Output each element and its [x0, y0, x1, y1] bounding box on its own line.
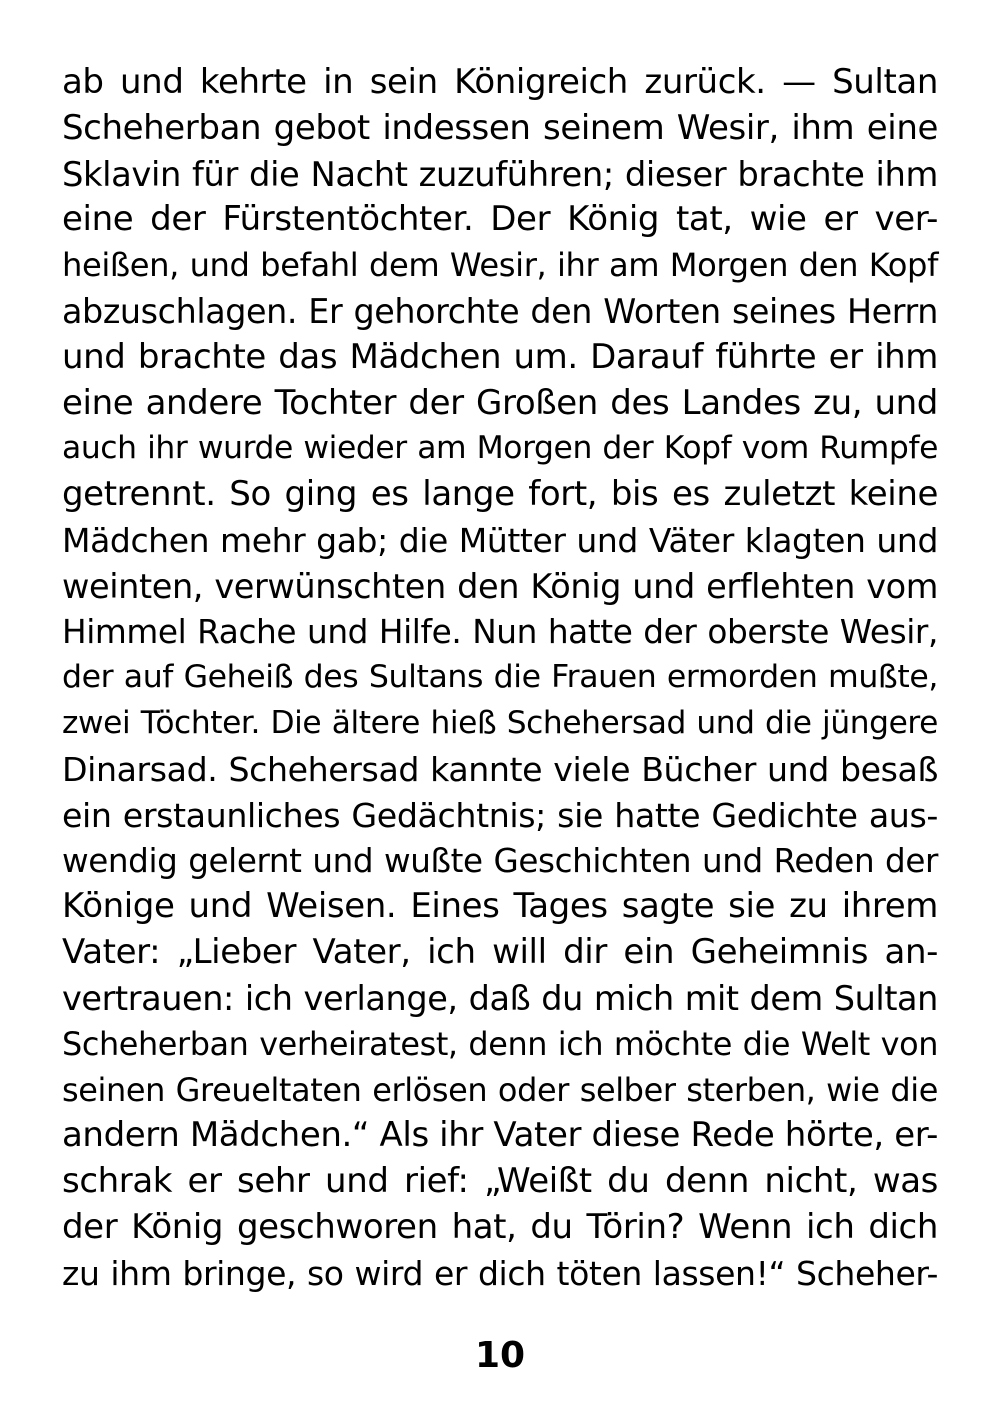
text-line: seinen Greueltaten erlösen oder selber sterben, wie die [62, 1070, 938, 1109]
text-line: heißen, und befahl dem Wesir, ihr am Morgen den Kopf [62, 246, 938, 285]
text-line: Mädchen mehr gab; die Mütter und Väter klagten und [62, 520, 938, 560]
text-line: weinten, verwünschten den König und erflehten vom [62, 566, 938, 606]
text-line: und brachte das Mädchen um. Darauf führte er ihm [62, 336, 938, 377]
text-line: getrennt. So ging es lange fort, bis es zuletzt keine [62, 474, 938, 515]
text-line: auch ihr wurde wieder am Morgen der Kopf vom Rumpfe [62, 430, 938, 467]
text-line: wendig gelernt und wußte Geschichten und Reden der [62, 841, 938, 880]
text-line: der auf Geheiß des Sultans die Frauen ermorden mußte, [62, 659, 938, 696]
page-body-text [62, 60, 938, 1297]
text-line: Scheherban verheiratest, denn ich möchte die Welt von [62, 1024, 938, 1063]
page-number: 10 [474, 1335, 526, 1376]
text-line: eine der Fürstentöchter. Der König tat, wie er ver- [62, 199, 938, 240]
text-line: ein erstaunliches Gedächtnis; sie hatte Gedichte aus- [62, 795, 938, 835]
text-line: schrak er sehr und rief: „Weißt du denn nicht, was [62, 1161, 938, 1202]
text-line: andern Mädchen.“ Als ihr Vater diese Rede hörte, er- [62, 1115, 938, 1156]
text-line: abzuschlagen. Er gehorchte den Worten seines Herrn [62, 291, 938, 331]
text-line: Vater: „Lieber Vater, ich will dir ein Geheimnis an- [62, 932, 938, 973]
text-line: Himmel Rache und Hilfe. Nun hatte der oberste Wesir, [62, 612, 938, 651]
text-line: Sklavin für die Nacht zuzuführen; dieser brachte ihm [62, 154, 938, 194]
text-line: ab und kehrte in sein Königreich zurück. — Sultan [62, 62, 938, 102]
text-line: eine andere Tochter der Großen des Landes zu, und [62, 382, 938, 423]
text-line: vertrauen: ich verlange, daß du mich mit dem Sultan [62, 978, 938, 1018]
text-line: Dinarsad. Schehersad kannte viele Bücher und besaß [62, 749, 938, 789]
text-line: zwei Töchter. Die ältere hieß Schehersad und die jüngere [62, 705, 938, 742]
text-line: zu ihm bringe, so wird er dich töten lassen!“ Scheher- [62, 1253, 938, 1293]
text-line: der König geschworen hat, du Törin? Wenn ich dich [62, 1206, 938, 1247]
text-line: Könige und Weisen. Eines Tages sagte sie zu ihrem [62, 886, 938, 927]
text-line: Scheherban gebot indessen seinem Wesir, ihm eine [62, 107, 938, 148]
